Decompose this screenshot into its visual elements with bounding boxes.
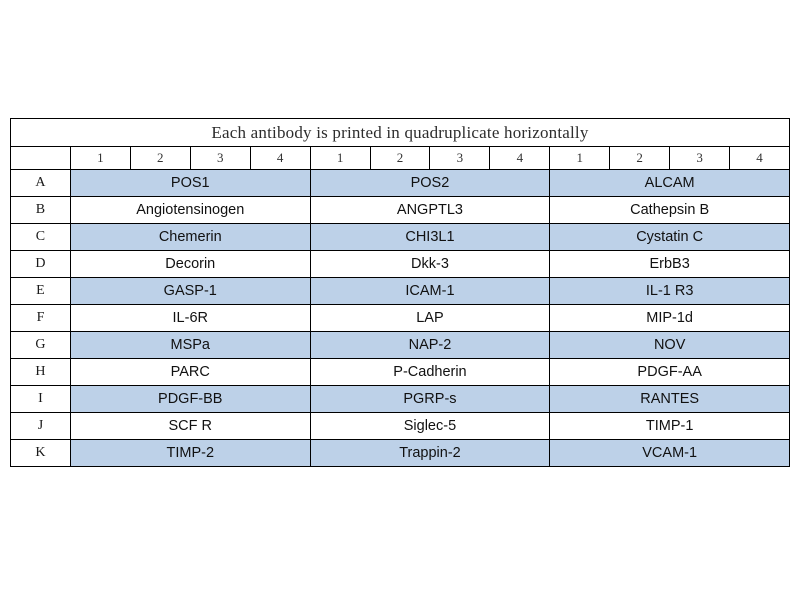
antibody-name-cell: Chemerin	[70, 224, 310, 251]
corner-cell	[11, 147, 71, 170]
column-number-cell: 4	[250, 147, 310, 170]
column-number-cell: 4	[730, 147, 790, 170]
antibody-name-cell: PARC	[70, 359, 310, 386]
table-title-row	[11, 119, 790, 147]
table-row	[11, 386, 790, 413]
row-label-cell: D	[11, 251, 71, 278]
antibody-name-cell: Cystatin C	[550, 224, 790, 251]
antibody-name-cell: Decorin	[70, 251, 310, 278]
antibody-name-cell: P-Cadherin	[310, 359, 550, 386]
antibody-name-cell: TIMP-2	[70, 440, 310, 467]
row-label-cell: B	[11, 197, 71, 224]
table-row	[11, 359, 790, 386]
table-row	[11, 224, 790, 251]
row-label-cell: A	[11, 170, 71, 197]
antibody-name-cell: POS1	[70, 170, 310, 197]
antibody-name-cell: MIP-1d	[550, 305, 790, 332]
table-row	[11, 305, 790, 332]
table-row	[11, 440, 790, 467]
column-number-cell: 1	[70, 147, 130, 170]
table-row	[11, 413, 790, 440]
antibody-name-cell: SCF R	[70, 413, 310, 440]
row-label-cell: C	[11, 224, 71, 251]
table-row	[11, 251, 790, 278]
antibody-array-table	[10, 118, 790, 467]
column-number-cell: 2	[610, 147, 670, 170]
antibody-name-cell: NOV	[550, 332, 790, 359]
antibody-name-cell: ANGPTL3	[310, 197, 550, 224]
row-label-cell: G	[11, 332, 71, 359]
table-row	[11, 197, 790, 224]
antibody-name-cell: Dkk-3	[310, 251, 550, 278]
row-label-cell: H	[11, 359, 71, 386]
column-number-cell: 3	[670, 147, 730, 170]
antibody-name-cell: MSPa	[70, 332, 310, 359]
antibody-name-cell: PDGF-AA	[550, 359, 790, 386]
table-row	[11, 170, 790, 197]
column-number-cell: 1	[550, 147, 610, 170]
antibody-name-cell: GASP-1	[70, 278, 310, 305]
antibody-name-cell: LAP	[310, 305, 550, 332]
antibody-array-table-container	[10, 118, 790, 467]
column-number-cell: 3	[190, 147, 250, 170]
table-row	[11, 278, 790, 305]
row-label-cell: E	[11, 278, 71, 305]
antibody-name-cell: NAP-2	[310, 332, 550, 359]
antibody-name-cell: IL-1 R3	[550, 278, 790, 305]
antibody-name-cell: Siglec-5	[310, 413, 550, 440]
antibody-name-cell: PGRP-s	[310, 386, 550, 413]
antibody-name-cell: ALCAM	[550, 170, 790, 197]
column-number-row	[11, 147, 790, 170]
antibody-name-cell: Cathepsin B	[550, 197, 790, 224]
antibody-name-cell: IL-6R	[70, 305, 310, 332]
table-body	[11, 119, 790, 467]
column-number-cell: 3	[430, 147, 490, 170]
column-number-cell: 1	[310, 147, 370, 170]
antibody-name-cell: Trappin-2	[310, 440, 550, 467]
antibody-name-cell: ErbB3	[550, 251, 790, 278]
row-label-cell: J	[11, 413, 71, 440]
antibody-name-cell: ICAM-1	[310, 278, 550, 305]
antibody-name-cell: POS2	[310, 170, 550, 197]
column-number-cell: 2	[130, 147, 190, 170]
column-number-cell: 2	[370, 147, 430, 170]
table-row	[11, 332, 790, 359]
column-number-cell: 4	[490, 147, 550, 170]
antibody-name-cell: PDGF-BB	[70, 386, 310, 413]
antibody-name-cell: Angiotensinogen	[70, 197, 310, 224]
antibody-name-cell: TIMP-1	[550, 413, 790, 440]
row-label-cell: I	[11, 386, 71, 413]
row-label-cell: F	[11, 305, 71, 332]
row-label-cell: K	[11, 440, 71, 467]
antibody-name-cell: CHI3L1	[310, 224, 550, 251]
table-title: Each antibody is printed in quadruplicate horizontally	[11, 119, 790, 147]
antibody-name-cell: VCAM-1	[550, 440, 790, 467]
antibody-name-cell: RANTES	[550, 386, 790, 413]
